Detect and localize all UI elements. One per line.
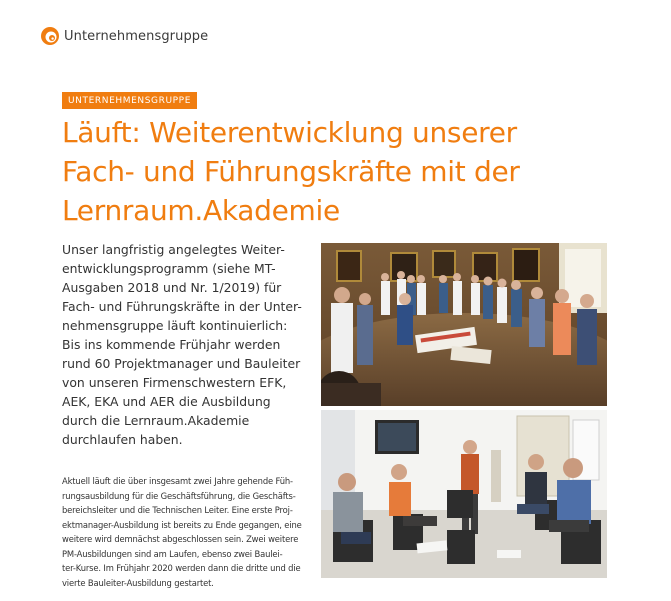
intro-line: AEK, EKA und AER die Ausbildung [62, 394, 271, 409]
intro-line: Unser langfristig angelegtes Weiter- [62, 242, 285, 257]
orange-swirl-logo-icon [40, 26, 60, 46]
intro-line: entwicklungsprogramm (siehe MT- [62, 261, 276, 276]
article-title [62, 113, 622, 230]
title-line: Lernraum.Akademie [62, 194, 340, 227]
body-line: weitere wird demnächst abgeschlossen sein. Zwei weitere [62, 534, 299, 544]
intro-line: durch die Lernraum.Akademie [62, 413, 250, 428]
body-line: vierte Bauleiter-Ausbildung gestartet. [62, 577, 214, 588]
intro-line: Bis ins kommende Frühjahr werden [62, 337, 281, 352]
intro-line: Ausgaben 2018 und Nr. 1/2019) für [62, 280, 282, 295]
section-label: Unternehmensgruppe [64, 28, 209, 44]
intro-line: durchlaufen haben. [62, 432, 183, 447]
category-kicker: UNTERNEHMENSGRUPPE [62, 92, 197, 109]
body-line: rungsausbildung für die Geschäftsführung, die Geschäfts- [62, 490, 296, 501]
intro-line: rund 60 Projektmanager und Bauleiter [62, 356, 301, 371]
intro-line: nehmensgruppe läuft kontinuierlich: [62, 318, 288, 333]
body-line: ektmanager-Ausbildung ist bereits zu Ende gegangen, eine [62, 519, 302, 530]
body-line: Aktuell läuft die über insgesamt zwei Jahre gehende Füh- [62, 476, 293, 486]
body-line: PM-Ausbildungen sind am Laufen, ebenso zwei Baulei- [62, 548, 283, 559]
intro-line: von unseren Firmenschwestern EFK, [62, 375, 287, 390]
intro-line: Fach- und Führungskräfte in der Unter- [62, 299, 302, 314]
body-line: ter-Kurse. Im Frühjahr 2020 werden dann die dritte und die [62, 563, 301, 573]
article-intro [62, 240, 312, 449]
article-body [62, 474, 314, 590]
title-line: Fach- und Führungskräfte mit der [62, 155, 520, 188]
page-header [40, 26, 208, 46]
body-line: bereichsleiter und die Technischen Leiter. Eine erste Proj- [62, 505, 293, 515]
group-circle-photo [321, 243, 607, 406]
title-line: Läuft: Weiterentwicklung unserer [62, 116, 517, 149]
seated-group-photo [321, 410, 607, 578]
